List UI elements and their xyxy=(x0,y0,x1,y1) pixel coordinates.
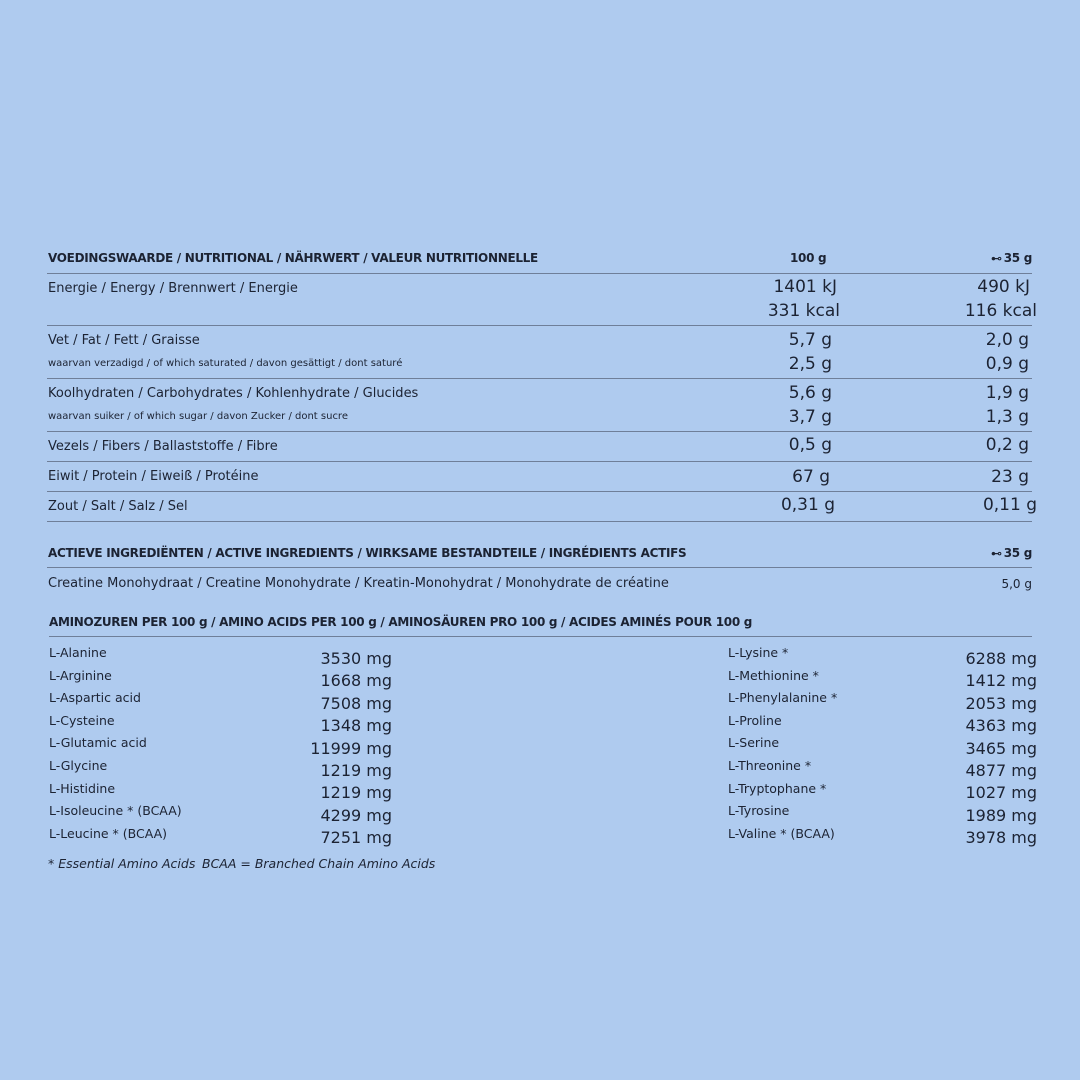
amino-name: L-Alanine xyxy=(49,645,107,660)
amino-name: L-Phenylalanine * xyxy=(728,690,838,706)
sugar-serving: 1,3 g xyxy=(985,407,1029,427)
divider xyxy=(49,636,1032,637)
amino-value: 1219 mg xyxy=(320,761,392,780)
amino-name: L-Proline xyxy=(728,712,782,728)
energy-kcal-100g: 331 kcal xyxy=(767,301,840,321)
salt-serving: 0,11 g xyxy=(982,495,1037,515)
fat-label: Vet / Fat / Fett / Graisse xyxy=(48,333,200,348)
creatine-value: 5,0 g xyxy=(1001,577,1032,591)
amino-name: L-Histidine xyxy=(49,780,116,796)
amino-value: 6288 mg xyxy=(965,649,1037,668)
fibre-100g: 0,5 g xyxy=(788,435,832,455)
amino-name: L-Isoleucine * (BCAA) xyxy=(49,803,182,819)
amino-value: 2053 mg xyxy=(965,693,1037,713)
scoop-icon: ⊷ xyxy=(991,252,1002,265)
amino-name: L-Glutamic acid xyxy=(49,735,147,751)
footnote-essential: * Essential Amino Acids xyxy=(48,856,196,871)
amino-value: 4877 mg xyxy=(965,761,1037,780)
amino-name: L-Cysteine xyxy=(49,712,115,728)
amino-value: 4299 mg xyxy=(320,805,392,825)
divider xyxy=(47,325,1032,326)
fibre-serving: 0,2 g xyxy=(985,435,1029,455)
serving-size: 35 g xyxy=(1003,546,1032,560)
saturated-serving: 0,9 g xyxy=(985,354,1029,374)
col-serving-header xyxy=(991,251,1032,265)
amino-value: 1027 mg xyxy=(965,783,1037,803)
divider xyxy=(47,567,1032,568)
amino-value: 7508 mg xyxy=(320,693,392,713)
amino-name: L-Serine xyxy=(728,735,780,751)
nutrition-header: VOEDINGSWAARDE / NUTRITIONAL / NÄHRWERT / VALEUR NUTRITIONNELLE xyxy=(48,251,538,265)
amino-name: L-Aspartic acid xyxy=(49,690,141,706)
energy-kcal-serving: 116 kcal xyxy=(964,301,1037,321)
amino-value: 11999 mg xyxy=(310,738,392,758)
carbs-serving: 1,9 g xyxy=(985,383,1029,403)
active-header: ACTIEVE INGREDIËNTEN / ACTIVE INGREDIENTS / WIRKSAME BESTANDTEILE / INGRÉDIENTS ACTIFS xyxy=(48,546,687,560)
amino-value: 3465 mg xyxy=(965,738,1037,758)
energy-kj-100g: 1401 kJ xyxy=(773,277,837,297)
saturated-100g: 2,5 g xyxy=(788,354,832,374)
active-col-serving xyxy=(991,546,1032,560)
amino-value: 3530 mg xyxy=(320,649,392,668)
divider xyxy=(47,273,1032,274)
protein-serving: 23 g xyxy=(991,467,1029,487)
divider xyxy=(47,461,1032,462)
creatine-label: Creatine Monohydraat / Creatine Monohydrate / Kreatin-Monohydrat / Monohydrate de créatine xyxy=(48,576,669,591)
divider xyxy=(47,521,1032,522)
amino-value: 1348 mg xyxy=(320,716,392,736)
amino-name: L-Leucine * (BCAA) xyxy=(49,825,168,841)
amino-value: 1412 mg xyxy=(965,671,1037,691)
amino-name: L-Glycine xyxy=(49,758,108,773)
salt-label: Zout / Salt / Salz / Sel xyxy=(48,499,188,514)
amino-name: L-Lysine * xyxy=(728,645,789,660)
amino-value: 7251 mg xyxy=(320,828,392,848)
divider xyxy=(47,491,1032,492)
sugar-label: waarvan suiker / of which sugar / davon Zucker / dont sucre xyxy=(48,411,348,422)
amino-name: L-Tyrosine xyxy=(728,803,790,819)
divider xyxy=(47,431,1032,432)
carbs-100g: 5,6 g xyxy=(788,383,832,403)
serving-size: 35 g xyxy=(1003,251,1032,265)
salt-100g: 0,31 g xyxy=(780,495,835,515)
sugar-100g: 3,7 g xyxy=(788,407,832,427)
amino-name: L-Methionine * xyxy=(728,667,819,683)
footnote-bcaa: BCAA = Branched Chain Amino Acids xyxy=(202,856,436,871)
amino-value: 3978 mg xyxy=(965,828,1037,848)
amino-value: 1668 mg xyxy=(320,671,392,691)
divider xyxy=(47,378,1032,379)
scoop-icon: ⊷ xyxy=(991,547,1002,560)
amino-value: 4363 mg xyxy=(965,716,1037,736)
amino-header: AMINOZUREN PER 100 g / AMINO ACIDS PER 100 g / AMINOSÄUREN PRO 100 g / ACIDES AMINÉS POUR 100 g xyxy=(49,615,753,629)
amino-value: 1219 mg xyxy=(320,783,392,803)
amino-name: L-Valine * (BCAA) xyxy=(728,825,835,841)
fibre-label: Vezels / Fibers / Ballaststoffe / Fibre xyxy=(48,439,278,454)
fat-100g: 5,7 g xyxy=(788,330,832,350)
energy-label: Energie / Energy / Brennwert / Energie xyxy=(48,281,298,296)
energy-kj-serving: 490 kJ xyxy=(977,277,1030,297)
amino-name: L-Threonine * xyxy=(728,758,812,773)
amino-name: L-Tryptophane * xyxy=(728,780,827,796)
protein-label: Eiwit / Protein / Eiweiß / Protéine xyxy=(48,469,259,484)
saturated-label: waarvan verzadigd / of which saturated / davon gesättigt / dont saturé xyxy=(48,358,403,369)
protein-100g: 67 g xyxy=(792,467,830,487)
amino-name: L-Arginine xyxy=(49,667,112,683)
carbs-label: Koolhydraten / Carbohydrates / Kohlenhydrate / Glucides xyxy=(48,386,419,401)
fat-serving: 2,0 g xyxy=(985,330,1029,350)
col-100g-header: 100 g xyxy=(790,251,827,265)
amino-value: 1989 mg xyxy=(965,805,1037,825)
